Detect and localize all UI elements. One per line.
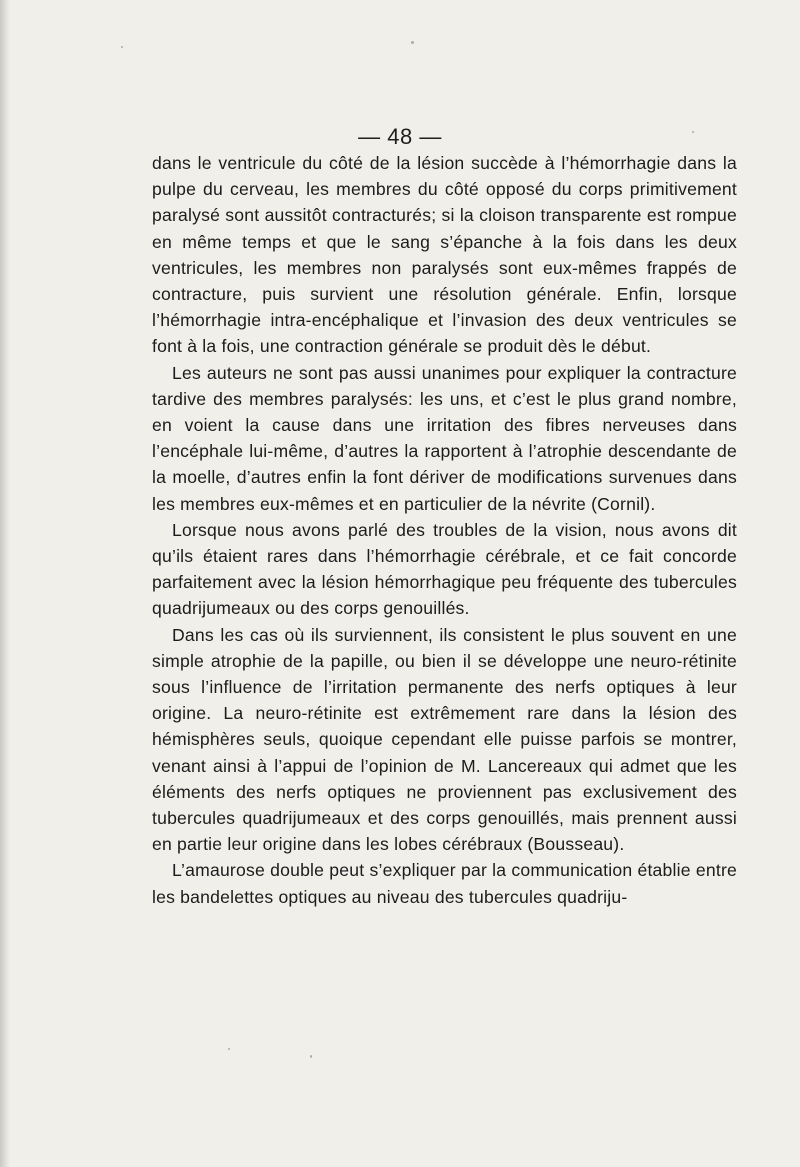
paragraph-2: Les auteurs ne sont pas aussi unanimes pour expliquer la contracture tardive des membres paralysés: les uns, et c’est le plus grand nombre, en voient la cause dans une irritation des fibres nerveuses dans l’encéphale lui-même, d’autres la rapportent à l’atrophie descendante de la moelle, d’autres enfin la font dériver de modifications survenues dans les membres eux-mêmes et en particulier de la névrite (Cornil). [152,362,737,514]
paragraph-1: dans le ventricule du côté de la lésion succède à l’hémorrhagie dans la pulpe du cerveau, les membres du côté opposé du corps primitivement paralysé sont aussitôt contracturés; si la cloison transparente est rompue en même temps et que le sang s’épanche à la fois dans les deux ventricules, les membres non paralysés sont eux-mêmes frappés de contracture, puis survient une résolution générale. Enfin, lorsque l’hémorrhagie intra-encéphalique et l’invasion des deux ventricules se font à la fois, une contraction générale se produit dès le début. [152,153,737,357]
page-number: — 48 — [358,124,442,149]
paper-speck [310,1055,312,1058]
paper-speck [692,131,694,133]
paragraph-4: Dans les cas où ils surviennent, ils consistent le plus souvent en une simple atrophie de la papille, ou bien il se développe une neuro-rétinite sous l’influence de l’irritation permanente des nerfs optiques à leur origine. La neuro-rétinite est extrêmement rare dans la lésion des hémisphères seuls, quoique cependant elle puisse parfois se montrer, venant ainsi à l’appui de l’opinion de M. Lancereaux qui admet que les éléments des nerfs optiques ne proviennent pas exclusivement des tubercules quadrijumeaux et des corps genouillés, mais prennent aussi en partie leur origine dans les lobes cérébraux (Bousseau). [152,624,737,855]
paper-speck [411,41,414,44]
paragraph-3: Lorsque nous avons parlé des troubles de la vision, nous avons dit qu’ils étaient rares dans l’hémorrhagie cérébrale, et ce fait concorde parfaitement avec la lésion hémorrhagique peu fréquente des tubercules quadrijumeaux ou des corps genouillés. [152,519,737,619]
body-text [152,150,737,910]
paper-speck [228,1048,230,1050]
paragraph-5: L’amaurose double peut s’expliquer par la communication établie entre les bandelettes optiques au niveau des tubercules quadriju- [152,860,737,907]
paper-speck [121,46,123,48]
page-spine-shadow [0,0,10,1167]
